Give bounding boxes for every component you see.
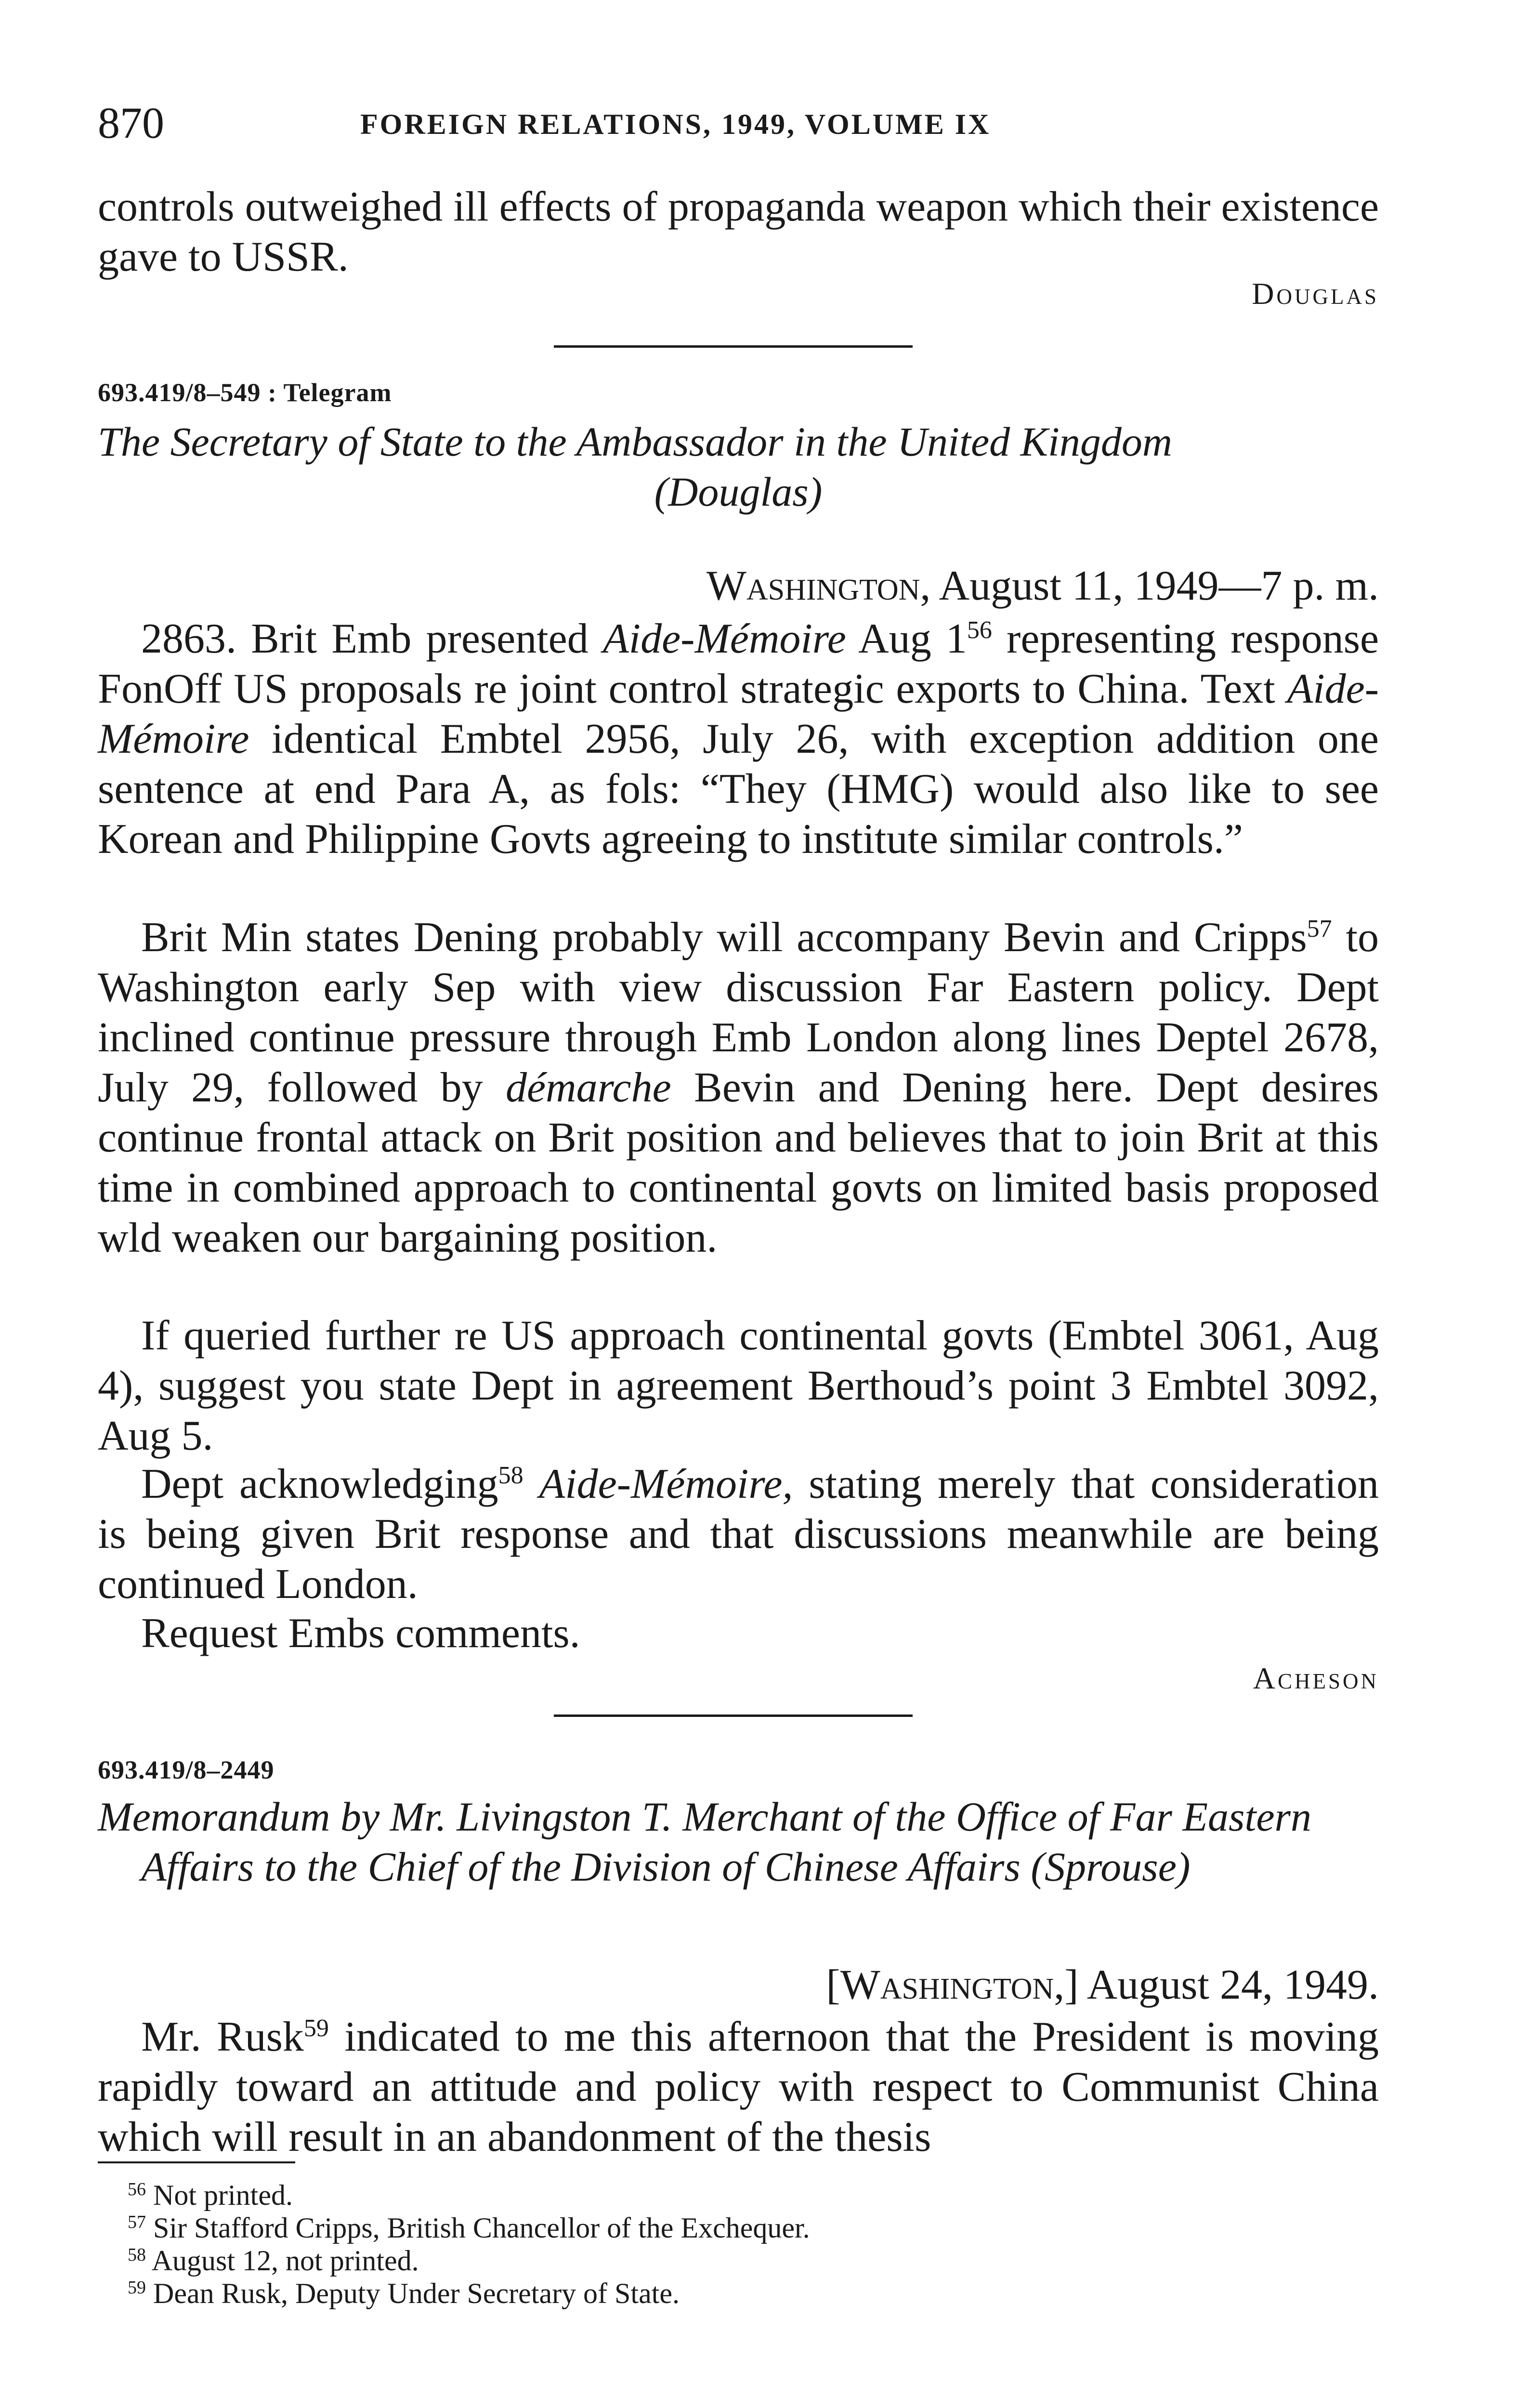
- text-run: indicated to me this afternoon that the President is moving rapidly toward an attitude and policy with respect to Communist China which will result in an abandonment of the thesis: [98, 2014, 1379, 2160]
- text-run: Dept acknowledging: [141, 1461, 498, 1507]
- doc1-paragraph-3: If queried further re US approach continental govts (Embtel 3061, Aug 4), suggest you state Dept in agreement Berthoud’s point 3 Embtel 3092, Aug 5.: [98, 1312, 1379, 1459]
- doc1-title-line2: (Douglas): [654, 469, 823, 515]
- doc1-paragraph-4: [98, 1459, 1379, 1610]
- text-run: to Washington early Sep with view discussion Far Eastern policy. Dept inclined continue pressure through Emb London along lines Deptel 2678, July 29, followed by: [98, 914, 1379, 1111]
- text-run-italic: démarche: [505, 1064, 671, 1111]
- dateline-place: Washington,: [706, 563, 931, 609]
- text-run-italic: Aide-Mémoire: [602, 615, 846, 662]
- signature-text: Douglas: [1252, 276, 1379, 311]
- doc1-file-number: 693.419/8–549 : Telegram: [98, 378, 392, 407]
- dateline-place: Washington,: [840, 1962, 1065, 2008]
- footnote-58: [128, 2245, 419, 2277]
- doc2-dateline: [826, 1960, 1379, 2010]
- doc1-title-line1: The Secretary of State to the Ambassador in the United Kingdom: [98, 419, 1173, 465]
- section-divider: [554, 345, 913, 348]
- text-run: identical Embtel 2956, July 26, with exception addition one sentence at end Para A, as fols: “They (HMG) would also like to see Korean and Philippine Govts agreeing to institute similar controls.”: [98, 716, 1379, 863]
- page-number: 870: [98, 98, 164, 147]
- page-header: [98, 94, 1379, 157]
- signature-acheson: [1253, 1657, 1379, 1700]
- text-run: representing response FonOff US proposals re joint control strategic exports to China. Text: [98, 615, 1379, 712]
- footnote-ref: 58: [498, 1462, 523, 1489]
- text-run: Aug 1: [858, 615, 967, 662]
- running-head: FOREIGN RELATIONS, 1949, VOLUME IX: [360, 108, 991, 140]
- footnote-number: 58: [128, 2245, 146, 2265]
- footnote-56: [128, 2179, 293, 2211]
- doc2-file-number: 693.419/8–2449: [98, 1755, 275, 1784]
- text-run: Brit Min states Dening probably will accompany Bevin and Cripps: [141, 914, 1307, 961]
- footnote-number: 59: [128, 2277, 146, 2298]
- text-run: Bevin and Dening here. Dept desires continue frontal attack on Brit position and believes that to join Brit at this time in combined approach to continental govts on limited basis proposed wld weaken our bargaining position.: [98, 1064, 1379, 1261]
- bracket: [: [826, 1962, 840, 2008]
- footnote-text: Dean Rusk, Deputy Under Secretary of State.: [153, 2277, 680, 2309]
- doc1-dateline: [707, 561, 1379, 611]
- doc2-paragraph-1: [98, 2012, 1379, 2162]
- signature-text: Acheson: [1253, 1661, 1379, 1695]
- footnote-ref: 59: [303, 2015, 329, 2042]
- footnote-number: 56: [128, 2179, 146, 2199]
- footnote-57: [128, 2212, 810, 2244]
- text-run: Mr. Rusk: [141, 2014, 304, 2060]
- footnote-number: 57: [128, 2212, 146, 2232]
- dateline-date: August 24, 1949.: [1086, 1962, 1379, 2008]
- bracket: ]: [1064, 1962, 1079, 2008]
- doc1-title: [98, 417, 1379, 517]
- doc1-paragraph-2: [98, 913, 1379, 1263]
- doc1-paragraph-5: Request Embs comments.: [141, 1610, 580, 1657]
- footnote-text: Not printed.: [153, 2179, 293, 2211]
- signature-douglas: [1252, 272, 1379, 315]
- footnote-rule: [98, 2161, 295, 2163]
- text-run: 2863. Brit Emb presented: [141, 615, 589, 662]
- text-run: stating merely that consideration is being given Brit response and that discussions meanwhile are being continued London.: [98, 1461, 1379, 1608]
- footnote-ref: 57: [1307, 915, 1332, 942]
- doc1-paragraph-1: [98, 614, 1379, 864]
- text-run-italic: Aide-Mémoire,: [539, 1461, 793, 1507]
- text-run-italic: Aide-Mémoire: [98, 666, 1379, 762]
- footnote-59: [128, 2277, 680, 2309]
- continuation-text: controls outweighed ill effects of propaganda weapon which their existence gave to USSR.: [98, 183, 1379, 280]
- footnote-text: August 12, not printed.: [151, 2245, 419, 2277]
- section-divider: [554, 1714, 913, 1717]
- footnote-text: Sir Stafford Cripps, British Chancellor of the Exchequer.: [153, 2212, 810, 2244]
- dateline-date: August 11, 1949—7 p. m.: [939, 563, 1379, 609]
- footnote-ref: 56: [967, 616, 992, 644]
- doc2-title: Memorandum by Mr. Livingston T. Merchant of the Office of Far Eastern Affairs to the Chief of the Division of Chinese Affairs (Sprouse): [98, 1793, 1311, 1890]
